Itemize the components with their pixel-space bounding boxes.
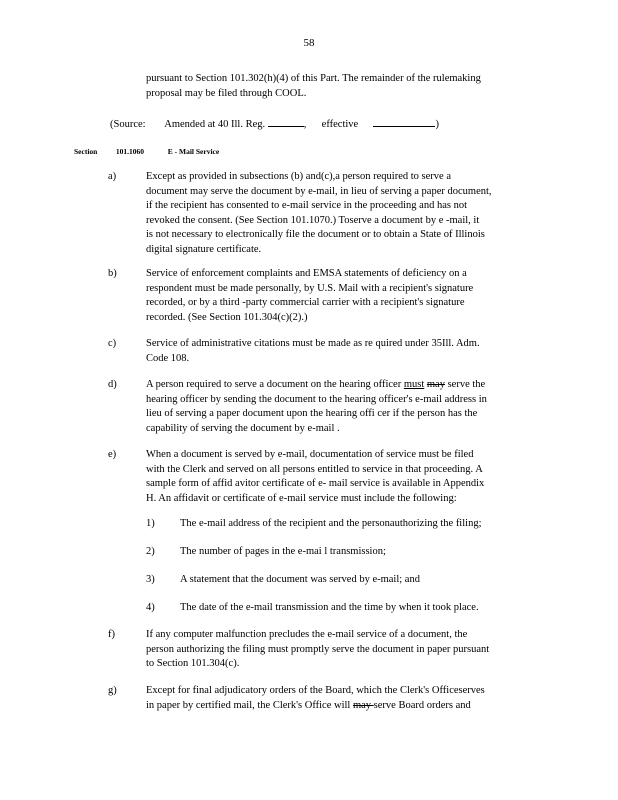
- subitem-number: 2): [146, 546, 155, 557]
- subsection-text: [146, 337, 538, 366]
- section-number: 101.1060: [115, 147, 144, 156]
- subitem-number: 3): [146, 574, 155, 585]
- source-amended: Amended at 40 Ill. Reg.: [164, 119, 266, 130]
- subsection-label: e): [108, 449, 117, 460]
- subsection-label: c): [108, 338, 117, 349]
- subitem-number: 4): [146, 602, 155, 613]
- subitem-text: The e-mail address of the recipient and the personauthorizing the filing;: [180, 518, 482, 529]
- text-line: If any computer malfunction precludes the e-mail service of a document, the: [146, 629, 468, 640]
- subsection-text: [146, 378, 538, 436]
- source-open: (Source:: [110, 119, 146, 130]
- text-line: Code 108.: [146, 352, 190, 364]
- subsection-text: [146, 628, 538, 672]
- text-line: Except for final adjudicatory orders of the Board, which the Clerk's Officeserves: [146, 685, 485, 696]
- text-line: lieu of serving a paper document upon the hearing offi cer if the person has the: [146, 408, 478, 419]
- text-line: Except as provided in subsections (b) and(c),a person required to serve a: [146, 171, 451, 182]
- text-line: to Section 101.304(c).: [146, 658, 240, 669]
- text-line: revoked the consent. (See Section 101.1070.) Toserve a document by e -mail, it: [146, 214, 480, 226]
- subsection-text: [146, 170, 538, 257]
- text-line: is not necessary to electronically file the document or to obtain a State of Illinois: [146, 229, 485, 240]
- subsection-text: [146, 448, 538, 506]
- text-line: Service of enforcement complaints and EMSA statements of deficiency on a: [146, 268, 467, 279]
- intro-paragraph: [146, 72, 536, 101]
- intro-line: proposal may be filed through COOL.: [146, 87, 307, 99]
- subsection-label: f): [108, 629, 115, 640]
- text-line: Service of administrative citations must be made as re quired under 35Ill. Adm.: [146, 338, 480, 349]
- subitem-number: 1): [146, 518, 155, 529]
- subsection-label: g): [108, 685, 117, 696]
- text-line: A person required to serve a document on the hearing officer must may serve the: [146, 379, 486, 390]
- effective-blank: [373, 116, 435, 127]
- text-line: recorded. (See Section 101.304(c)(2).): [146, 311, 308, 323]
- text-line: with the Clerk and served on all persons entitled to service in that proceeding. A: [146, 463, 483, 475]
- subsection-text: [146, 267, 538, 325]
- struck-text: may: [352, 699, 374, 711]
- source-effective: effective: [321, 119, 359, 130]
- struck-text: may: [426, 379, 445, 390]
- text-line: document may serve the document by e-mail, in lieu of serving a paper document,: [146, 185, 492, 197]
- subitem-text: A statement that the document was served by e-mail; and: [180, 574, 420, 585]
- text-line: digital signature certificate.: [146, 243, 262, 255]
- text-line: capability of serving the document by e-mail .: [146, 422, 340, 434]
- page-number: 58: [303, 37, 315, 49]
- text-line: hearing officer by sending the document to the hearing officer's e-mail address in: [146, 393, 487, 405]
- reg-blank: [268, 116, 304, 127]
- text-line: respondent must be made personally, by U.S. Mail with a recipient's signature: [146, 282, 474, 294]
- text-line: person authorizing the filing must promptly serve the document in paper pursuant: [146, 643, 490, 655]
- text-line: recorded, or by a third -party commercial carrier with a recipient's signature: [146, 297, 465, 308]
- text-line: sample form of affid avitor certificate of e- mail service is available in Appendix: [146, 478, 485, 489]
- text-line: if the recipient has consented to e-mail service in the proceeding and has not: [146, 200, 468, 211]
- source-note: [110, 116, 540, 133]
- section-label: Section: [74, 147, 98, 156]
- subsection-text: [146, 684, 538, 713]
- source-comma: ,: [303, 119, 307, 130]
- subsection-label: a): [108, 171, 117, 182]
- section-heading: [74, 145, 219, 160]
- subsection-label: d): [108, 379, 117, 390]
- text-line: When a document is served by e-mail, documentation of service must be filed: [146, 449, 474, 460]
- intro-line: pursuant to Section 101.302(h)(4) of this Part. The remainder of the rulemaking: [146, 73, 481, 84]
- text-line: H. An affidavit or certificate of e-mail service must include the following:: [146, 492, 457, 504]
- subsection-label: b): [108, 268, 117, 279]
- subitem-text: The date of the e-mail transmission and the time by when it took place.: [180, 602, 479, 613]
- subitem-text: The number of pages in the e-mai l transmission;: [180, 546, 386, 557]
- inserted-text: must: [403, 379, 425, 390]
- text-line: in paper by certified mail, the Clerk's Office will may serve Board orders and: [146, 699, 471, 711]
- source-close: ): [435, 119, 439, 130]
- section-title: E - Mail Service: [167, 147, 220, 156]
